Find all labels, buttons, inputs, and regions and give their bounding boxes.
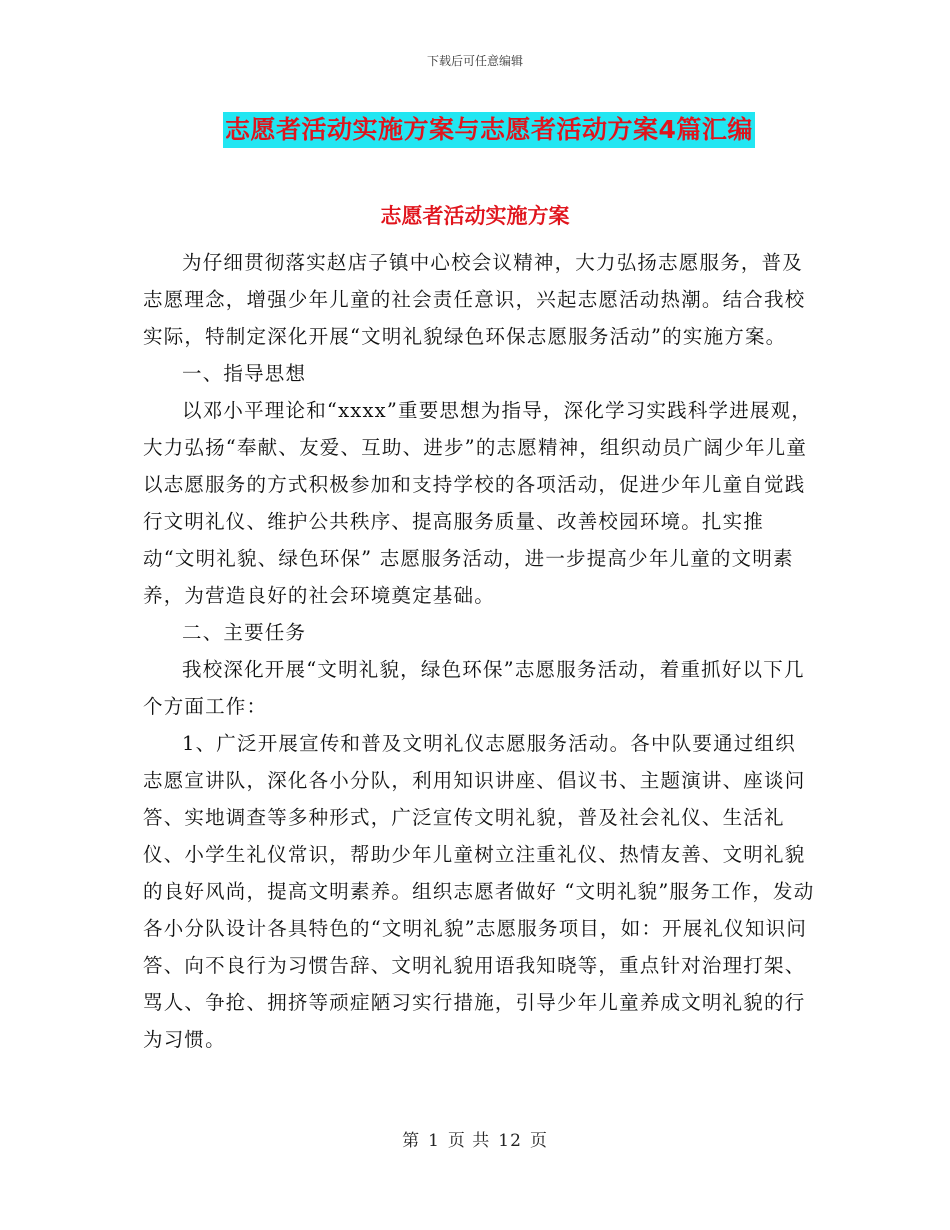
heading-main-tasks: 二、主要任务	[182, 621, 307, 644]
page-footer	[0, 1126, 950, 1151]
page-header-note: 下载后可任意编辑	[426, 54, 523, 68]
paragraph-intro: 为仔细贯彻落实赵店子镇中心校会议精神，大力弘扬志愿服务，普及志愿理念，增强少年儿童的社会责任意识，兴起志愿活动热潮。结合我校实际，特制定深化开展“文明礼貌绿色环保志愿服务活动”的实施方案。	[143, 251, 806, 348]
document-body	[143, 244, 815, 1058]
page-total: 12	[498, 1131, 522, 1151]
paragraph-task-1: 1、广泛开展宣传和普及文明礼仪志愿服务活动。各中队要通过组织志愿宣讲队，深化各小分队，利用知识讲座、倡议书、主题演讲、座谈问答、实地调查等多种形式，广泛宣传文明礼貌，普及社会礼仪、生活礼仪、小学生礼仪常识，帮助少年儿童树立注重礼仪、热情友善、文明礼貌的良好风尚，提高文明素养。组织志愿者做好 “文明礼貌”服务工作，发动各小分队设计各具特色的“文明礼貌”志愿服务项目，如：开展礼仪知识问答、向不良行为习惯告辞、文明礼貌用语我知晓等，重点针对治理打架、骂人、争抢、拥挤等顽症陋习实行措施，引导少年儿童养成文明礼貌的行为习惯。	[143, 732, 815, 1051]
paragraph-main-tasks: 我校深化开展“文明礼貌，绿色环保”志愿服务活动，着重抓好以下几个方面工作：	[143, 658, 805, 718]
page-current: 1	[428, 1131, 440, 1151]
page-suffix: 页	[529, 1131, 548, 1151]
document-title: 志愿者活动实施方案与志愿者活动方案4篇汇编	[223, 112, 755, 148]
heading-guiding-thought: 一、指导思想	[182, 362, 307, 385]
page-mid: 页 共	[447, 1131, 491, 1151]
page-prefix: 第	[402, 1131, 421, 1151]
section-title: 志愿者活动实施方案	[380, 204, 570, 228]
paragraph-guiding-thought: 以邓小平理论和“xxxx”重要思想为指导，深化学习实践科学进展观，大力弘扬“奉献、友爱、互助、进步”的志愿精神，组织动员广阔少年儿童以志愿服务的方式积极参加和支持学校的各项活动，促进少年儿童自觉践行文明礼仪、维护公共秩序、提高服务质量、改善校园环境。扎实推动“文明礼貌、绿色环保” 志愿服务活动，进一步提高少年儿童的文明素养，为营造良好的社会环境奠定基础。	[143, 399, 813, 607]
